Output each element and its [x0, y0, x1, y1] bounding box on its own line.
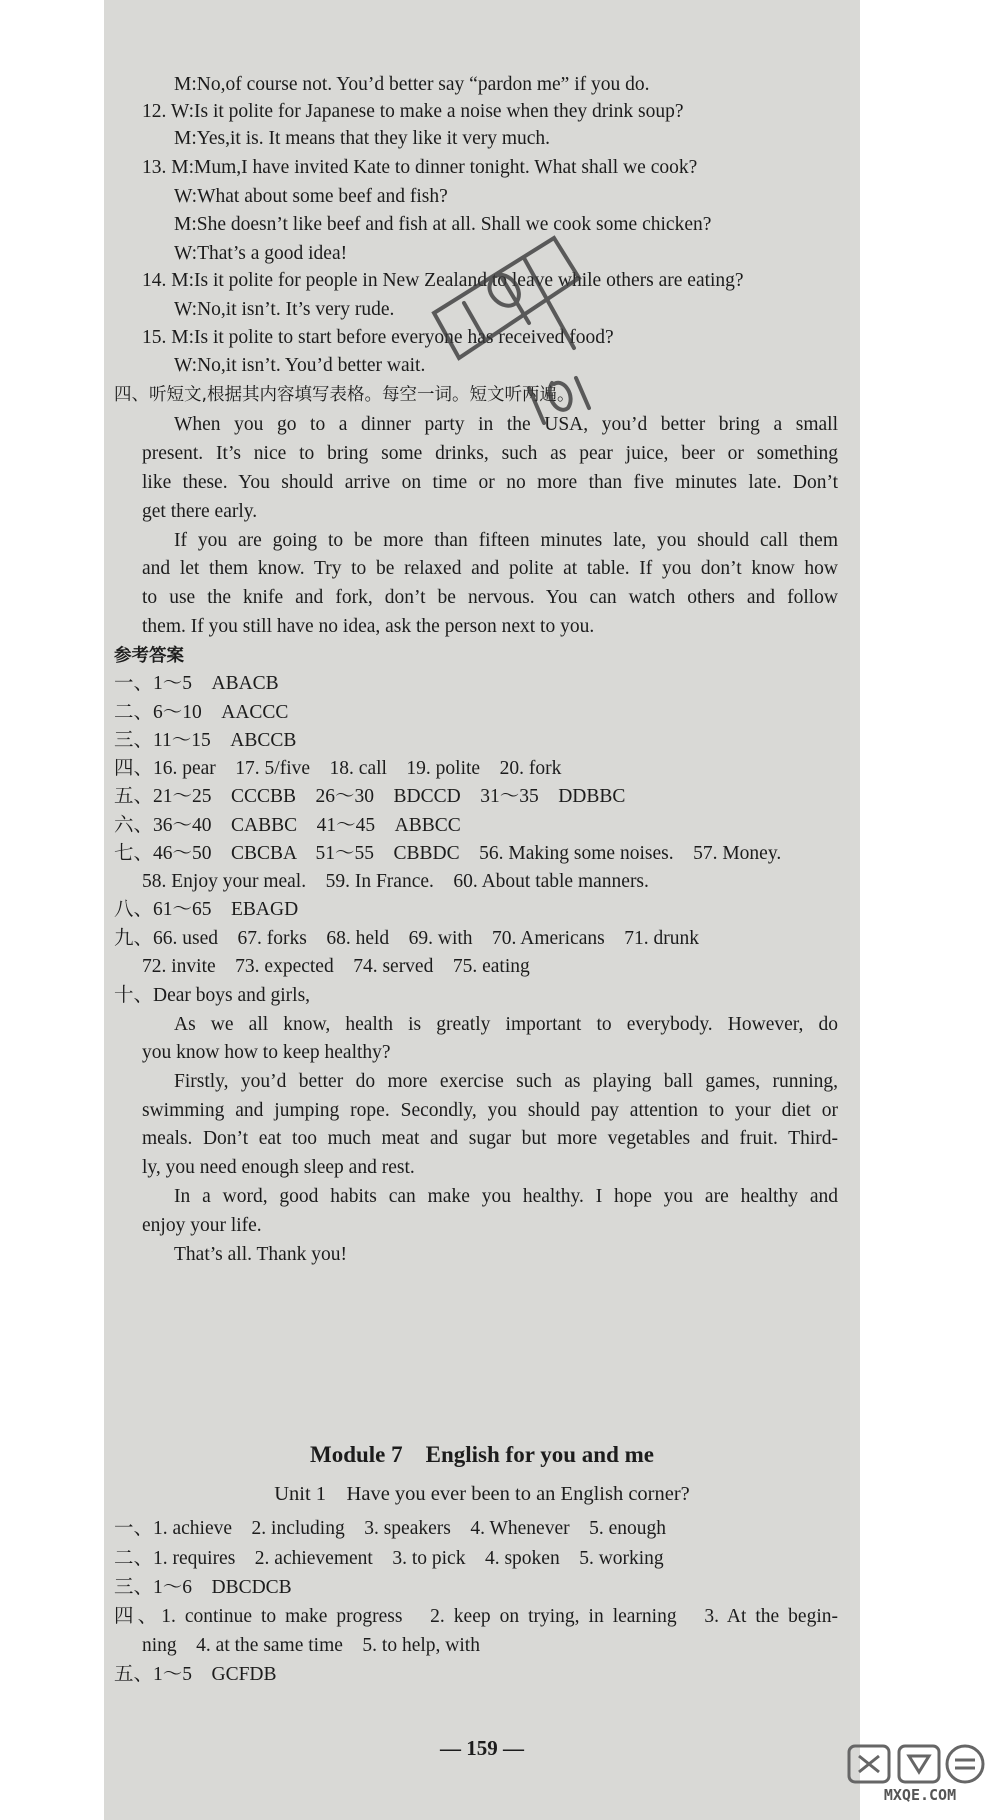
answer-line: 四、16. pear 17. 5/five 18. call 19. polite 20. fork	[114, 758, 562, 779]
text-line: M:Yes,it is. It means that they like it very much.	[174, 128, 551, 149]
text-line: get there early.	[142, 501, 258, 522]
answer-line: 六、36～40 CABBC 41～45 ABBCC	[114, 815, 461, 836]
answer-key-heading: 参考答案	[114, 646, 184, 666]
answer-line: 四、1. continue to make progress 2. keep on trying, in learning 3. At the begin-	[114, 1606, 838, 1627]
watermark-url: MXQE.COM	[883, 1786, 957, 1804]
answer-line: 一、1～5 ABACB	[114, 673, 279, 694]
scanned-page	[104, 0, 860, 1820]
section-heading: 四、听短文,根据其内容填写表格。每空一词。短文听两遍。	[114, 385, 575, 405]
essay-line: In a word, good habits can make you healthy. I hope you are healthy and	[174, 1186, 838, 1207]
unit-title: Unit 1 Have you ever been to an English corner?	[274, 1483, 690, 1505]
text-line: M:She doesn’t like beef and fish at all. Shall we cook some chicken?	[174, 214, 712, 235]
essay-line: 十、Dear boys and girls,	[114, 985, 311, 1006]
text-line: M:No,of course not. You’d better say “pardon me” if you do.	[174, 74, 650, 95]
text-line: and let them know. Try to be relaxed and polite at table. If you don’t know how	[142, 558, 838, 579]
handwritten-stamp	[404, 218, 604, 438]
essay-line: enjoy your life.	[142, 1215, 262, 1236]
page-number: — 159 —	[440, 1736, 524, 1760]
text-line: W:That’s a good idea!	[174, 243, 348, 264]
essay-line: swimming and jumping rope. Secondly, you should pay attention to your diet or	[142, 1100, 838, 1121]
answer-line: 五、21～25 CCCBB 26～30 BDCCD 31～35 DDBBC	[114, 786, 626, 807]
answer-line: 一、1. achieve 2. including 3. speakers 4. Whenever 5. enough	[114, 1518, 666, 1539]
text-line: 13. M:Mum,I have invited Kate to dinner tonight. What shall we cook?	[142, 157, 698, 178]
answer-line: 七、46～50 CBCBA 51～55 CBBDC 56. Making some noises. 57. Money.	[114, 843, 782, 864]
text-line: When you go to a dinner party in the USA, you’d better bring a small	[174, 414, 838, 435]
text-line: W:No,it isn’t. It’s very rude.	[174, 299, 395, 320]
answer-line: 58. Enjoy your meal. 59. In France. 60. About table manners.	[142, 871, 649, 892]
answer-line: 九、66. used 67. forks 68. held 69. with 70. Americans 71. drunk	[114, 928, 699, 949]
text-line: W:No,it isn’t. You’d better wait.	[174, 355, 426, 376]
answer-line: 72. invite 73. expected 74. served 75. eating	[142, 956, 530, 977]
watermark-emblem	[845, 1742, 995, 1786]
essay-line: you know how to keep healthy?	[142, 1042, 391, 1063]
text-line: 14. M:Is it polite for people in New Zealand to leave while others are eating?	[142, 270, 744, 291]
answer-line: 五、1～5 GCFDB	[114, 1664, 277, 1685]
essay-line: As we all know, health is greatly important to everybody. However, do	[174, 1014, 838, 1035]
text-line: 15. M:Is it polite to start before everyone has received food?	[142, 327, 614, 348]
answer-line: 二、1. requires 2. achievement 3. to pick 4. spoken 5. working	[114, 1548, 664, 1569]
text-line: them. If you still have no idea, ask the person next to you.	[142, 616, 595, 637]
answer-line: ning 4. at the same time 5. to help, with	[142, 1635, 480, 1656]
answer-line: 八、61～65 EBAGD	[114, 899, 299, 920]
text-line: 12. W:Is it polite for Japanese to make a noise when they drink soup?	[142, 101, 684, 122]
text-line: present. It’s nice to bring some drinks, such as pear juice, beer or something	[142, 443, 838, 464]
essay-line: meals. Don’t eat too much meat and sugar but more vegetables and fruit. Third-	[142, 1128, 838, 1149]
answer-line: 三、1～6 DBCDCB	[114, 1577, 292, 1598]
text-line: W:What about some beef and fish?	[174, 186, 448, 207]
text-line: like these. You should arrive on time or no more than five minutes late. Don’t	[142, 472, 838, 493]
essay-line: ly, you need enough sleep and rest.	[142, 1157, 415, 1178]
essay-line: Firstly, you’d better do more exercise such as playing ball games, running,	[174, 1071, 838, 1092]
essay-line: That’s all. Thank you!	[174, 1244, 347, 1265]
answer-line: 二、6～10 AACCC	[114, 702, 289, 723]
text-line: If you are going to be more than fifteen minutes late, you should call them	[174, 530, 838, 551]
text-line: to use the knife and fork, don’t be nervous. You can watch others and follow	[142, 587, 838, 608]
module-title: Module 7 English for you and me	[310, 1442, 654, 1467]
answer-line: 三、11～15 ABCCB	[114, 730, 297, 751]
watermark-logo	[845, 1742, 995, 1814]
